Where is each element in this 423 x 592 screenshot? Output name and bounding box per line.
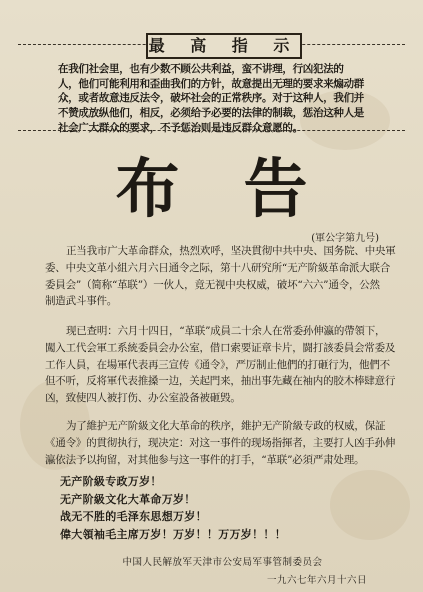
paragraph-2 — [45, 323, 396, 407]
quote-line: 在我们社会里，也有少数不顾公共利益，蛮不讲理，行凶犯法的 — [58, 63, 344, 75]
body-line: 正当我市广大革命群众，热烈欢呼，坚决貫彻中共中央、国务院、中央軍 — [66, 245, 396, 257]
slogan-list — [60, 473, 286, 543]
body-line: 瀛依法予以拘留，对其他参与这一事件的打手，“革联”必須严肃处理。 — [45, 453, 365, 466]
body-line: 《通令》的貫彻执行，现决定：对这一事件的现场指揮者，主要打人凶手孙伸 — [45, 436, 396, 449]
quote-line: 众，或者故意违反法令，破坏社会的正常秩序。对于这种人，我们并 — [58, 92, 364, 105]
body-line: 凶，致使四人被打伤、办公室設备被砸毁。 — [45, 392, 241, 405]
body-line: 制造武斗事件。 — [45, 295, 118, 308]
body-line: 委員会”（简称“革联”）一伙人，竟无视中央权威，破坏“六六”通令，公然 — [45, 278, 380, 291]
divider-ornament-line — [18, 130, 405, 134]
body-line: 闖入工代会軍工系統委員会办公室，借口索要证章卡片，闘打該委員会常委及 — [45, 341, 396, 354]
quotation-block — [58, 62, 376, 136]
paper-stain — [330, 470, 410, 540]
paragraph-3 — [45, 418, 396, 468]
body-line: 委、中央文革小組六月六日通令之际，第十八研究所“无产阶級革命派大联合 — [45, 261, 391, 274]
slogan: 无产阶級专政万岁！ — [60, 475, 162, 488]
quote-line: 社会广大群众的要求，不予惩治则是违反群众意愿的。 — [58, 121, 303, 134]
body-line: 为了維护无产阶級文化大革命的秩序，維护无产阶級专政的权威，保証 — [66, 420, 386, 432]
body-line: 现已查明：六月十四日，“革联”成員二十余人在常委孙伸瀛的帶領下， — [66, 325, 386, 337]
slogan: 无产阶級文化大革命万岁！ — [60, 492, 196, 506]
issuing-authority: 中国人民解放军天津市公安局军事管制委员会 — [122, 557, 323, 568]
slogan: 偉大領袖毛主席万岁！万岁！！万万岁！！！ — [60, 527, 286, 541]
body-line: 工作人員，在場軍代表再三宣传《通令》，严厉制止他們的打砸行为，他們不 — [45, 358, 390, 371]
paragraph-1 — [45, 243, 396, 310]
quote-line: 不赞成放纵他们，相反，必须给予必要的法律的制裁，惩治这种人是 — [58, 107, 364, 120]
issue-date: 一九六七年六月十六日 — [266, 575, 367, 586]
header-title: 最 高 指 示 — [146, 33, 302, 59]
quote-line: 人，他们可能利用和歪曲我们的方针，故意提出无理的要求来煽动群 — [58, 77, 364, 90]
document-number: (軍公字第九号) — [311, 233, 379, 244]
slogan: 战无不胜的毛泽东思想万岁！ — [60, 510, 207, 523]
notice-title: 布告 — [115, 153, 372, 227]
body-line: 但不听，反将軍代表推搡一边，关起門来，抽出事先藏在袖内的胶木棒肆意行 — [45, 375, 396, 388]
